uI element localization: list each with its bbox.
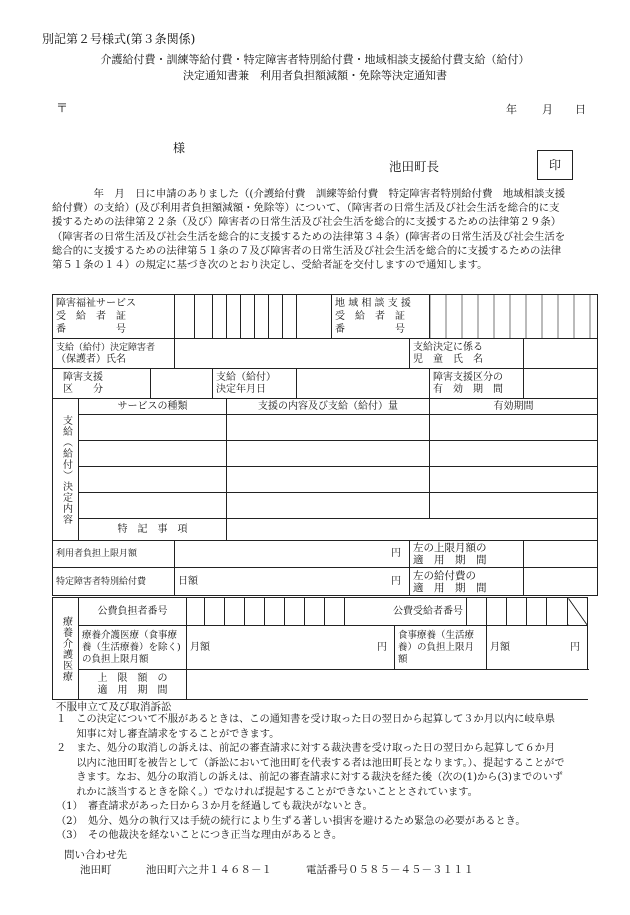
medical-care-section-label	[53, 598, 79, 700]
date-month: 月	[542, 103, 553, 116]
cert-digit[interactable]	[283, 295, 297, 339]
header-text: サービスの種類	[117, 400, 188, 412]
appeal-line: １ この決定について不服があるときは、この通知書を受け取った日の翌日から起算して３か月以内に岐阜県	[56, 714, 555, 725]
guardian-name-label	[53, 339, 175, 369]
payer-digit[interactable]	[305, 598, 325, 626]
postal-mark: 〒	[56, 101, 69, 115]
recipient-digit[interactable]	[527, 598, 547, 626]
appeal-title: 不服申立て及び取消訴訟	[56, 701, 172, 713]
issuer: 池田町長	[389, 159, 440, 174]
seal-label: 印	[548, 158, 561, 172]
monthly-label: 月額	[490, 641, 510, 653]
contact-phone: 電話番号０５８５－４５－３１１１	[306, 864, 474, 876]
medical-limit-field[interactable]	[187, 626, 395, 670]
cert-digit[interactable]	[255, 295, 269, 339]
label-line: 児 童 氏 名	[413, 353, 484, 365]
payer-digit[interactable]	[265, 598, 285, 626]
label-line: 養（生活療養）を除く)	[82, 641, 181, 653]
child-name-label	[410, 339, 524, 369]
body-line: 年 月 日に申請のありました（(介護給付費 訓練等給付費 特定障害者特別給付費 地域相談支援	[52, 188, 566, 200]
appeal-line: れかに該当するときを除く。）でなければ提起することができないこととされています。	[56, 786, 478, 798]
decision-table	[52, 294, 598, 596]
cert-digit[interactable]	[213, 295, 227, 339]
cert-digit[interactable]	[269, 295, 283, 339]
validity-cell[interactable]	[430, 493, 598, 519]
benefit-period-label	[410, 568, 524, 596]
label-text: 公費受給者番号	[393, 605, 463, 617]
support-class-label	[53, 369, 151, 399]
label-line: 適 用 期 間	[97, 684, 168, 696]
label-line: 地 域 相 談 支 援	[335, 298, 411, 309]
benefit-period-field[interactable]	[524, 568, 598, 596]
service-type-cell[interactable]	[79, 441, 227, 467]
burden-period-label	[410, 541, 524, 568]
contact-title: 問い合わせ先	[64, 849, 127, 861]
service-cert-label	[53, 295, 175, 339]
service-type-header	[79, 399, 227, 415]
payer-digit[interactable]	[225, 598, 245, 626]
payer-digit[interactable]	[205, 598, 225, 626]
special-notes-label	[79, 519, 227, 541]
appeal-notes	[56, 713, 606, 844]
recipient-digit[interactable]	[547, 598, 568, 626]
support-amount-cell[interactable]	[227, 493, 430, 519]
regional-cert-number[interactable]	[430, 295, 598, 339]
contact-address: 池田町六之井１４６８－１	[146, 864, 272, 876]
class-period-label	[430, 369, 524, 399]
support-class-field[interactable]	[151, 369, 213, 399]
label-text: 利用者負担上限月額	[56, 549, 138, 559]
seal-box	[537, 150, 573, 180]
limit-period-field[interactable]	[187, 670, 588, 700]
burden-limit-field[interactable]	[175, 541, 410, 568]
payer-digit[interactable]	[325, 598, 345, 626]
special-benefit-field[interactable]	[175, 568, 410, 596]
recipient-digit[interactable]	[487, 598, 507, 626]
appeal-line: きます。なお、処分の取消しの訴えは、前記の審査請求に対する裁決を経た後（次の(1)から(3)までのいず	[56, 772, 563, 783]
yen-unit: 円	[391, 548, 402, 559]
label-line: 適 用 期 間	[413, 581, 487, 594]
title-line-2: 決定通知書兼 利用者負担額減額・免除等決定通知書	[183, 69, 447, 82]
meal-limit-label	[395, 626, 487, 670]
cert-digit[interactable]	[175, 295, 195, 339]
validity-header	[430, 399, 598, 415]
cert-digit[interactable]	[297, 295, 332, 339]
service-type-cell[interactable]	[79, 493, 227, 519]
decision-date-label	[213, 369, 297, 399]
appeal-line: （1） 審査請求があった日から３か月を経過しても裁決がないとき。	[56, 801, 373, 812]
class-period-field[interactable]	[524, 369, 598, 399]
yen-unit: 円	[391, 575, 402, 587]
date-year: 年	[506, 103, 517, 116]
label-text: 公費負担者番号	[97, 605, 168, 617]
medical-limit-label	[79, 626, 187, 670]
label-line: の負担上限月額	[82, 653, 149, 665]
title-line-1: 介護給付費・訓練等給付費・特定障害者特別給付費・地域相談支援給付費支給（給付）	[100, 53, 530, 66]
recipient-digit[interactable]	[467, 598, 487, 626]
decision-content-label	[53, 399, 79, 541]
regional-cert-label	[332, 295, 430, 339]
yen-unit: 円	[377, 641, 387, 653]
label-line: 障害福祉サービス	[56, 298, 136, 309]
label-line: 支給（給付）決定障害者	[56, 342, 156, 353]
support-amount-cell[interactable]	[227, 415, 430, 441]
appeal-line: （2） 処分、処分の執行又は手続の続行により生ずる著しい損害を避けるため緊急の必要があるとき。	[56, 815, 526, 827]
recipient-digit-slashed[interactable]	[568, 598, 588, 626]
recipient-no-label	[345, 598, 467, 626]
label-text: 特 記 事 項	[117, 523, 188, 535]
label-line: 決定年月日	[216, 383, 266, 395]
daily-label: 日額	[178, 575, 198, 587]
appeal-line: （3） その他裁決を経ないことにつき正当な理由があるとき。	[56, 830, 343, 841]
label-line: 受 給 者 証	[56, 311, 126, 322]
vertical-label: 療養介護医療	[60, 615, 72, 682]
label-text: 特定障害者特別給付費	[56, 576, 147, 587]
label-line: 障害支援	[63, 371, 103, 383]
appeal-line: 以内に池田町を被告として（訴訟において池田町を代表する者は池田町長となります。）、提起することがで	[56, 757, 565, 769]
date-day: 日	[575, 103, 586, 116]
body-line: （障害者の日常生活及び社会生活を総合的に支援するための法律第３４条）(障害者の日常生活及び社会生活を	[52, 230, 566, 243]
payer-no-label	[79, 598, 187, 626]
burden-limit-label	[53, 541, 175, 568]
support-amount-cell[interactable]	[227, 441, 430, 467]
medical-care-table	[52, 597, 588, 700]
meal-limit-field[interactable]	[487, 626, 588, 670]
burden-period-field[interactable]	[524, 541, 598, 568]
payer-digit[interactable]	[285, 598, 305, 626]
cert-digit[interactable]	[227, 295, 241, 339]
support-amount-header	[227, 399, 430, 415]
special-notes-field[interactable]	[227, 519, 598, 541]
label-line: 番 号	[56, 324, 126, 335]
appeal-line: 知事に対し審査請求をすることができます。	[56, 728, 280, 740]
validity-cell[interactable]	[430, 441, 598, 467]
recipient-digit[interactable]	[507, 598, 527, 626]
body-line: 給付費）の支給）(及び利用者負担額減額・免除等）について、（障害者の日常生活及び社会生活を総合的に支	[52, 202, 560, 215]
body-line: 第５１条の１４）の規定に基づき次のとおり決定し、受給者証を交付しますので通知します。	[52, 259, 488, 272]
label-line: 支給決定に係る	[413, 341, 484, 353]
appeal-line: ２ また、処分の取消しの訴えは、前記の審査請求に対する裁決書を受け取った日の翌日から起算して６か月	[56, 743, 556, 754]
validity-cell[interactable]	[430, 467, 598, 493]
guardian-name-field[interactable]	[175, 339, 410, 369]
label-line: 障害支援区分の	[433, 371, 504, 383]
label-line: 養）の負担上限月額	[398, 641, 475, 665]
decision-date-field[interactable]	[297, 369, 430, 399]
label-line: （保護者）氏名	[56, 353, 126, 365]
cert-digit[interactable]	[241, 295, 255, 339]
label-line: 左の給付費の	[413, 569, 477, 582]
label-line: 支給（給付）	[216, 371, 276, 383]
form-id: 別記第２号様式(第３条関係)	[42, 32, 196, 46]
yen-unit: 円	[570, 641, 580, 653]
label-line: 受 給 者 証	[335, 311, 406, 322]
body-line: 総合的に支援するための法律第５１条の７及び障害者の日常生活及び社会生活を総合的に支援するための法律	[52, 244, 562, 257]
contact-org: 池田町	[80, 864, 112, 876]
body-line: 援するための法律第２２条（及び）障害者の日常生活及び社会生活を総合的に支援するための法律第２９条）	[52, 216, 562, 229]
monthly-label: 月額	[190, 641, 210, 653]
support-amount-cell[interactable]	[227, 467, 430, 493]
payer-digit[interactable]	[245, 598, 265, 626]
label-line: 上 限 額 の	[97, 672, 168, 684]
label-line: 番 号	[335, 324, 406, 335]
validity-cell[interactable]	[430, 415, 598, 441]
payer-digit[interactable]	[187, 598, 205, 626]
label-line: 区 分	[63, 383, 103, 395]
service-type-cell[interactable]	[79, 467, 227, 493]
header-text: 有効期間	[493, 400, 534, 412]
addressee-suffix: 様	[173, 141, 186, 155]
label-line: 食事療養（生活療	[398, 629, 475, 641]
service-type-cell[interactable]	[79, 415, 227, 441]
special-benefit-label	[53, 568, 175, 596]
label-line: 適 用 期 間	[413, 554, 487, 566]
limit-period-label	[79, 670, 187, 700]
label-line: 有 効 期 間	[433, 383, 504, 395]
label-line: 左の上限月額の	[413, 542, 487, 554]
label-line: 療養介護医療（食事療	[82, 629, 178, 641]
header-text: 支援の内容及び支給（給付）量	[258, 400, 398, 412]
cert-digit[interactable]	[195, 295, 213, 339]
body-paragraph	[52, 187, 592, 272]
child-name-field[interactable]	[524, 339, 598, 369]
vertical-label: 支給（給付）決定内容	[60, 414, 72, 525]
